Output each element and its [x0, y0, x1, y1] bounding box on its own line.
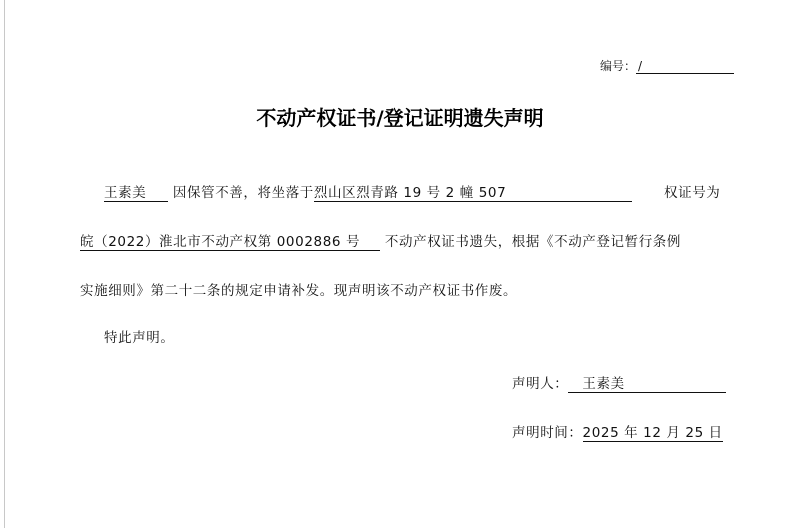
statement-text-2: 权证号为 — [664, 185, 721, 201]
statement-line-2 — [80, 233, 681, 251]
declarant-name-field: 王素美 — [104, 185, 168, 202]
serial-label: 编号： — [600, 59, 637, 73]
declaration-time — [512, 424, 723, 442]
statement-text-3: 不动产权证书遗失，根据《不动产登记暂行条例 — [384, 234, 682, 250]
closing-statement: 特此声明。 — [104, 330, 175, 346]
certificate-number-field: 皖（2022）淮北市不动产权第 0002886 号 — [80, 234, 380, 251]
declarant-signature — [512, 375, 726, 393]
declaration-date: 2025 年 12 月 25 日 — [582, 425, 723, 441]
statement-text-1: 因保管不善，将坐落于 — [172, 185, 314, 201]
document-title: 不动产权证书/登记证明遗失声明 — [256, 106, 544, 130]
serial-value: / — [636, 59, 734, 74]
declarant-signature-name: 王素美 — [568, 376, 726, 393]
declarant-label: 声明人： — [512, 376, 569, 392]
statement-line-3: 实施细则》第二十二条的规定申请补发。现声明该不动产权证书作废。 — [80, 283, 518, 299]
time-label: 声明时间： — [512, 425, 583, 441]
serial-number — [600, 58, 734, 74]
property-address-field: 烈山区烈青路 19 号 2 幢 507 — [314, 185, 632, 202]
statement-line-1 — [104, 184, 721, 202]
